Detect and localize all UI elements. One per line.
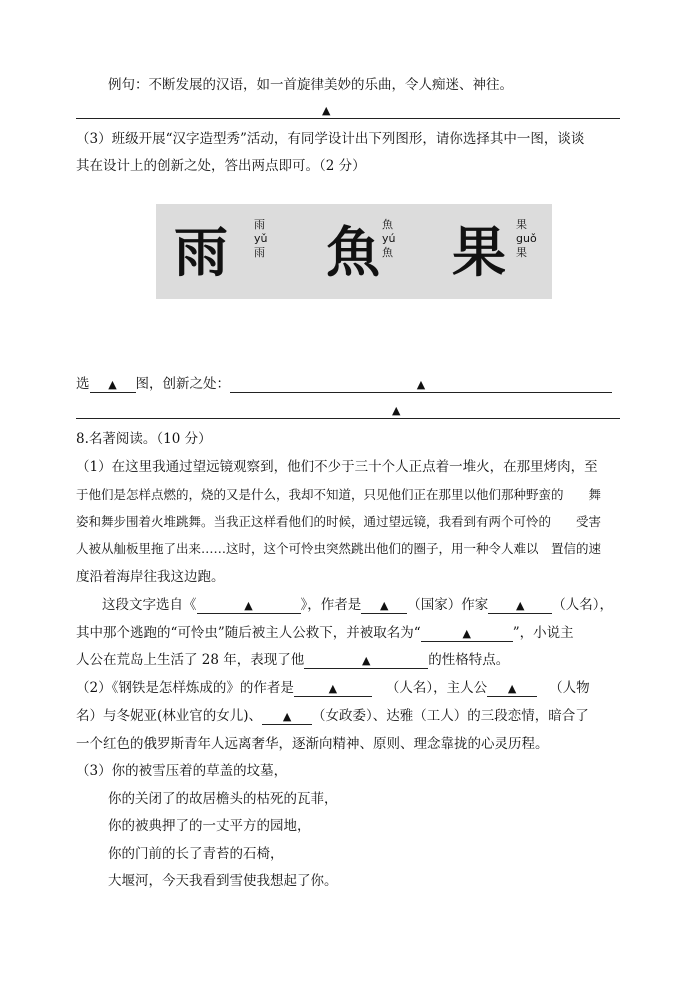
p1-q-text-e: 其中那个逃跑的“可怜虫”随后被主人公救下，并被取名为“ bbox=[76, 625, 421, 641]
select-label: 选 bbox=[76, 376, 90, 392]
country-blank[interactable]: ▲ bbox=[361, 598, 407, 614]
rain-small-char: 雨 bbox=[254, 218, 265, 231]
fish-label: 魚 bbox=[382, 246, 393, 259]
name-blank[interactable]: ▲ bbox=[421, 626, 513, 642]
poem-line-1: （3）你的被雪压着的草盖的坟墓， bbox=[76, 763, 288, 779]
rain-pinyin: yǔ bbox=[254, 232, 268, 245]
poem-line-5: 大堰河，今天我看到雪使我想起了你。 bbox=[108, 873, 338, 889]
poem-line-3: 你的被典押了的一丈平方的园地， bbox=[108, 818, 311, 834]
answer-line-2 bbox=[76, 418, 620, 419]
p1-question-line-1 bbox=[102, 596, 613, 614]
fruit-pinyin: guǒ bbox=[516, 232, 537, 245]
fruit-glyph: 果 bbox=[452, 221, 506, 284]
p1-question-line-3 bbox=[76, 651, 509, 669]
p1-q-text-a: 这段文字选自《 bbox=[102, 597, 197, 613]
answer-line bbox=[76, 118, 620, 119]
p1-q-text-f: ”，小说主 bbox=[512, 625, 574, 641]
passage-line-2: 于他们是怎样点燃的，烧的又是什么，我却不知道，只见他们正在那里以他们那种野蛮的 舞 bbox=[76, 487, 602, 502]
p2-text-e: （女政委）、达雅（工人）的三段恋情，暗合了 bbox=[312, 708, 589, 724]
passage-line-4: 人被从舢板里拖了出来……这时，这个可怜虫突然跳出他们的圈子，用一种令人难以 置信的速 bbox=[76, 541, 602, 556]
p2-line-2 bbox=[76, 707, 589, 725]
p1-question-line-2 bbox=[76, 624, 574, 642]
p2-line-3: 一个红色的俄罗斯青年人远离奢华，逐渐向精神、原则、理念靠拢的心灵历程。 bbox=[76, 736, 549, 752]
p2-text-b: （人名），主人公 bbox=[385, 680, 488, 696]
select-line bbox=[76, 375, 612, 393]
innovation-blank[interactable]: ▲ bbox=[230, 377, 612, 393]
commissar-blank[interactable]: ▲ bbox=[262, 709, 312, 725]
passage-line-1: （1）在这里我通过望远镜观察到，他们不少于三十个人正点着一堆火，在那里烤肉，至 bbox=[76, 459, 598, 475]
fruit-label: 果 bbox=[516, 246, 527, 259]
book-title-blank[interactable]: ▲ bbox=[197, 598, 301, 614]
p1-q-text-g: 人公在荒岛上生活了 28 年，表现了他 bbox=[76, 652, 305, 668]
protagonist-blank[interactable]: ▲ bbox=[487, 681, 537, 697]
character-trait-blank[interactable]: ▲ bbox=[304, 653, 428, 669]
p1-q-text-d: （人名）， bbox=[552, 597, 613, 613]
q8-title: 8.名著阅读。（10 分） bbox=[76, 431, 212, 447]
example-sentence: 例句：不断发展的汉语，如一首旋律美妙的乐曲，令人痴迷、神往。 bbox=[108, 77, 513, 93]
p1-q-text-b: 》，作者是 bbox=[300, 597, 362, 613]
q3-line-1: （3）班级开展“汉字造型秀”活动，有同学设计出下列图形，请你选择其中一图，谈谈 bbox=[76, 131, 585, 147]
poem-line-2: 你的关闭了的故居檐头的枯死的瓦菲， bbox=[108, 791, 338, 807]
passage-line-3: 姿和舞步围着火堆跳舞。当我正这样看他们的时候，通过望远镜，我看到有两个可怜的 受害 bbox=[76, 514, 602, 529]
passage-line-5: 度沿着海岸往我这边跑。 bbox=[76, 569, 225, 585]
innovation-label: 图，创新之处： bbox=[135, 376, 230, 392]
p2-author-blank[interactable]: ▲ bbox=[294, 681, 372, 697]
p2-text-c: （人物 bbox=[549, 680, 590, 696]
character-design-image bbox=[156, 204, 552, 299]
fruit-small-char: 果 bbox=[516, 218, 527, 231]
p2-line-1 bbox=[76, 679, 590, 697]
fish-glyph: 魚 bbox=[326, 221, 380, 284]
poem-line-4: 你的门前的长了青苔的石椅， bbox=[108, 846, 284, 862]
rain-label: 雨 bbox=[254, 246, 265, 259]
author-blank[interactable]: ▲ bbox=[488, 598, 552, 614]
answer-marker: ▲ bbox=[322, 104, 331, 117]
p1-q-text-c: （国家）作家 bbox=[407, 597, 489, 613]
p2-text-d: 名）与冬妮亚(林业官的女儿)、 bbox=[76, 708, 263, 724]
q3-line-2: 其在设计上的创新之处，答出两点即可。（2 分） bbox=[76, 158, 366, 174]
p1-q-text-h: 的性格特点。 bbox=[428, 652, 510, 668]
p2-text-a: （2）《钢铁是怎样炼成的》的作者是 bbox=[76, 680, 294, 696]
rain-glyph: 雨 bbox=[174, 221, 228, 284]
fish-pinyin: yú bbox=[382, 232, 396, 245]
answer-marker-2: ▲ bbox=[392, 404, 401, 417]
figure-choice-blank[interactable]: ▲ bbox=[90, 377, 136, 393]
fish-small-char: 魚 bbox=[382, 218, 393, 231]
